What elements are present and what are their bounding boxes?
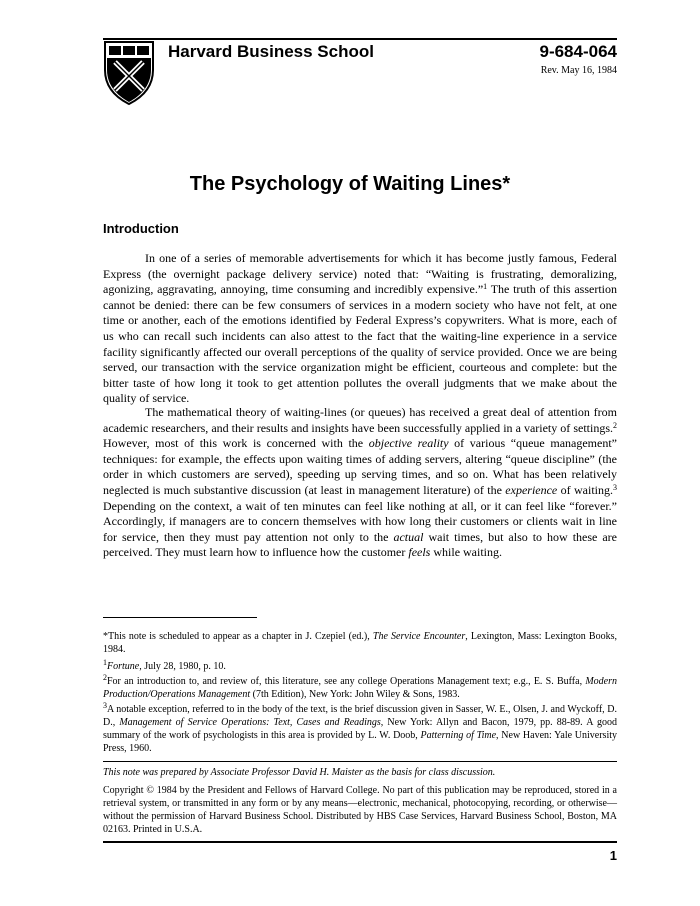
footnote-ref: 3 [613, 482, 617, 492]
emphasis-text: feels [408, 545, 431, 560]
footnote-text: New York: Allyn and Bacon, 1979, pp. 88-89. A good summary of the work of psychologists in this area is provided by L. W. Doob, [103, 717, 617, 741]
footer-rule [103, 841, 617, 843]
footnote-number: 1 [103, 658, 107, 667]
body-paragraph [103, 251, 617, 407]
paragraph-text: of various “queue management” techniques: for example, the effects upon waiting times of adding servers, altering “queue discipline” (the order in which customers are served), speeding up serving times, and so on. What has been relatively neglected is much substantive discussion (at least in management literature) of the [103, 436, 617, 497]
emphasis-text: objective reality [368, 436, 449, 451]
footnote-ref: 1 [483, 282, 488, 292]
paragraph-text: of waiting. [557, 482, 613, 497]
paragraph-text: Depending on the context, a wait of ten minutes can feel like nothing at all, or it can feel like “forever.” Accordingly, if managers are to concern themselves with how long their customers or clients wait in line for service, then they must pay attention not only to the [103, 498, 617, 544]
paragraph-text: However, most of this work is concerned with the [103, 436, 369, 451]
footnote-emphasis: Management of Service Operations: Text, Cases and Readings, [119, 717, 384, 728]
footnote-number: 3 [103, 701, 107, 710]
paragraph-text: The truth of this assertion cannot be denied: there can be few consumers of services in a modern society who have not felt, at one time or another, each of the emotions identified by Federal Express’s copywriters. What is more, each of us who can recall such incidents can also attest to the fact that the waiting-line experience in a service facility significantly affected our overall perceptions of the quality of service provided. Once we are being served, our transaction with the service organization might be efficient, courteous and complete: but the bitter taste of how long it took to get attention pollutes the overall judgments that we make about the quality of service. [103, 282, 617, 406]
page-number: 1 [609, 848, 617, 863]
school-name: Harvard Business School [168, 42, 374, 61]
footnote-text: A notable exception, referred to in the body of the text, is the brief discussion given in Sasser, W. E., Olsen, J. and Wyckoff, D. D., [103, 704, 617, 728]
body-paragraph [103, 405, 617, 561]
footnote-ref: 2 [613, 420, 617, 430]
footnote-text: *This note is scheduled to appear as a chapter in J. Czepiel (ed.), [103, 631, 373, 642]
footnote-text: For an introduction to, and review of, this literature, see any college Operations Management text; e.g., E. S. Buffa, [107, 676, 586, 687]
footnote-emphasis: Patterning of Time [420, 730, 497, 741]
revision-date: Rev. May 16, 1984 [540, 65, 617, 76]
footnote-star [103, 630, 617, 656]
footnote-number: 2 [103, 673, 107, 682]
footnote-emphasis: Fortune, [107, 661, 142, 672]
paragraph-text: wait times, but also to how these are perceived. They must learn how to influence how the customer [103, 529, 617, 560]
paragraph-text: In one of a series of memorable advertisements for which it has become justly famous, Federal Express (the overnight package delivery service) noted that: “Waiting is frustrating, demoralizing, agonizing, aggravating, annoying, time consuming and incredibly expensive.” [103, 251, 617, 297]
footnote-3 [103, 703, 617, 755]
copyright-notice: Copyright © 1984 by the President and Fellows of Harvard College. No part of this publication may be reproduced, stored in a retrieval system, or transmitted in any form or by any means—electronic, mechanical, photocopying, recording, or otherwise—without the permission of Harvard Business School. Distributed by HBS Case Services, Harvard Business School, Boston, MA 02163. Printed in U.S.A. [103, 785, 617, 835]
footnote-text: , New Haven: Yale University Press, 1960. [103, 730, 618, 754]
preparation-rule [103, 761, 617, 762]
footnote-emphasis: Modern Production/Operations Management [103, 676, 617, 700]
footnote-rule [103, 617, 257, 618]
paragraph-text: while waiting. [430, 545, 503, 560]
footnote-emphasis: The Service Encounter [372, 631, 466, 642]
section-heading: Introduction [103, 221, 179, 236]
header-rule [103, 38, 617, 40]
preparation-note: This note was prepared by Associate Professor David H. Maister as the basis for class discussion. [103, 767, 496, 778]
case-number: 9-684-064 [539, 42, 617, 61]
footnote-2 [103, 675, 617, 701]
footnote-1 [103, 660, 617, 673]
document-title: The Psychology of Waiting Lines* [189, 173, 511, 195]
emphasis-text: actual [393, 529, 424, 544]
footnote-text: July 28, 1980, p. 10. [141, 661, 226, 672]
footnote-text: , Lexington, Mass: Lexington Books, 1984. [103, 631, 617, 655]
footnote-text: (7th Edition), New York: John Wiley & Sons, 1983. [250, 689, 460, 700]
harvard-shield-logo [103, 40, 155, 106]
paragraph-text: The mathematical theory of waiting-lines (or queues) has received a great deal of attention from academic researchers, and their results and insights have been successfully applied in a variety of settings. [103, 405, 617, 435]
emphasis-text: experience [505, 482, 558, 497]
